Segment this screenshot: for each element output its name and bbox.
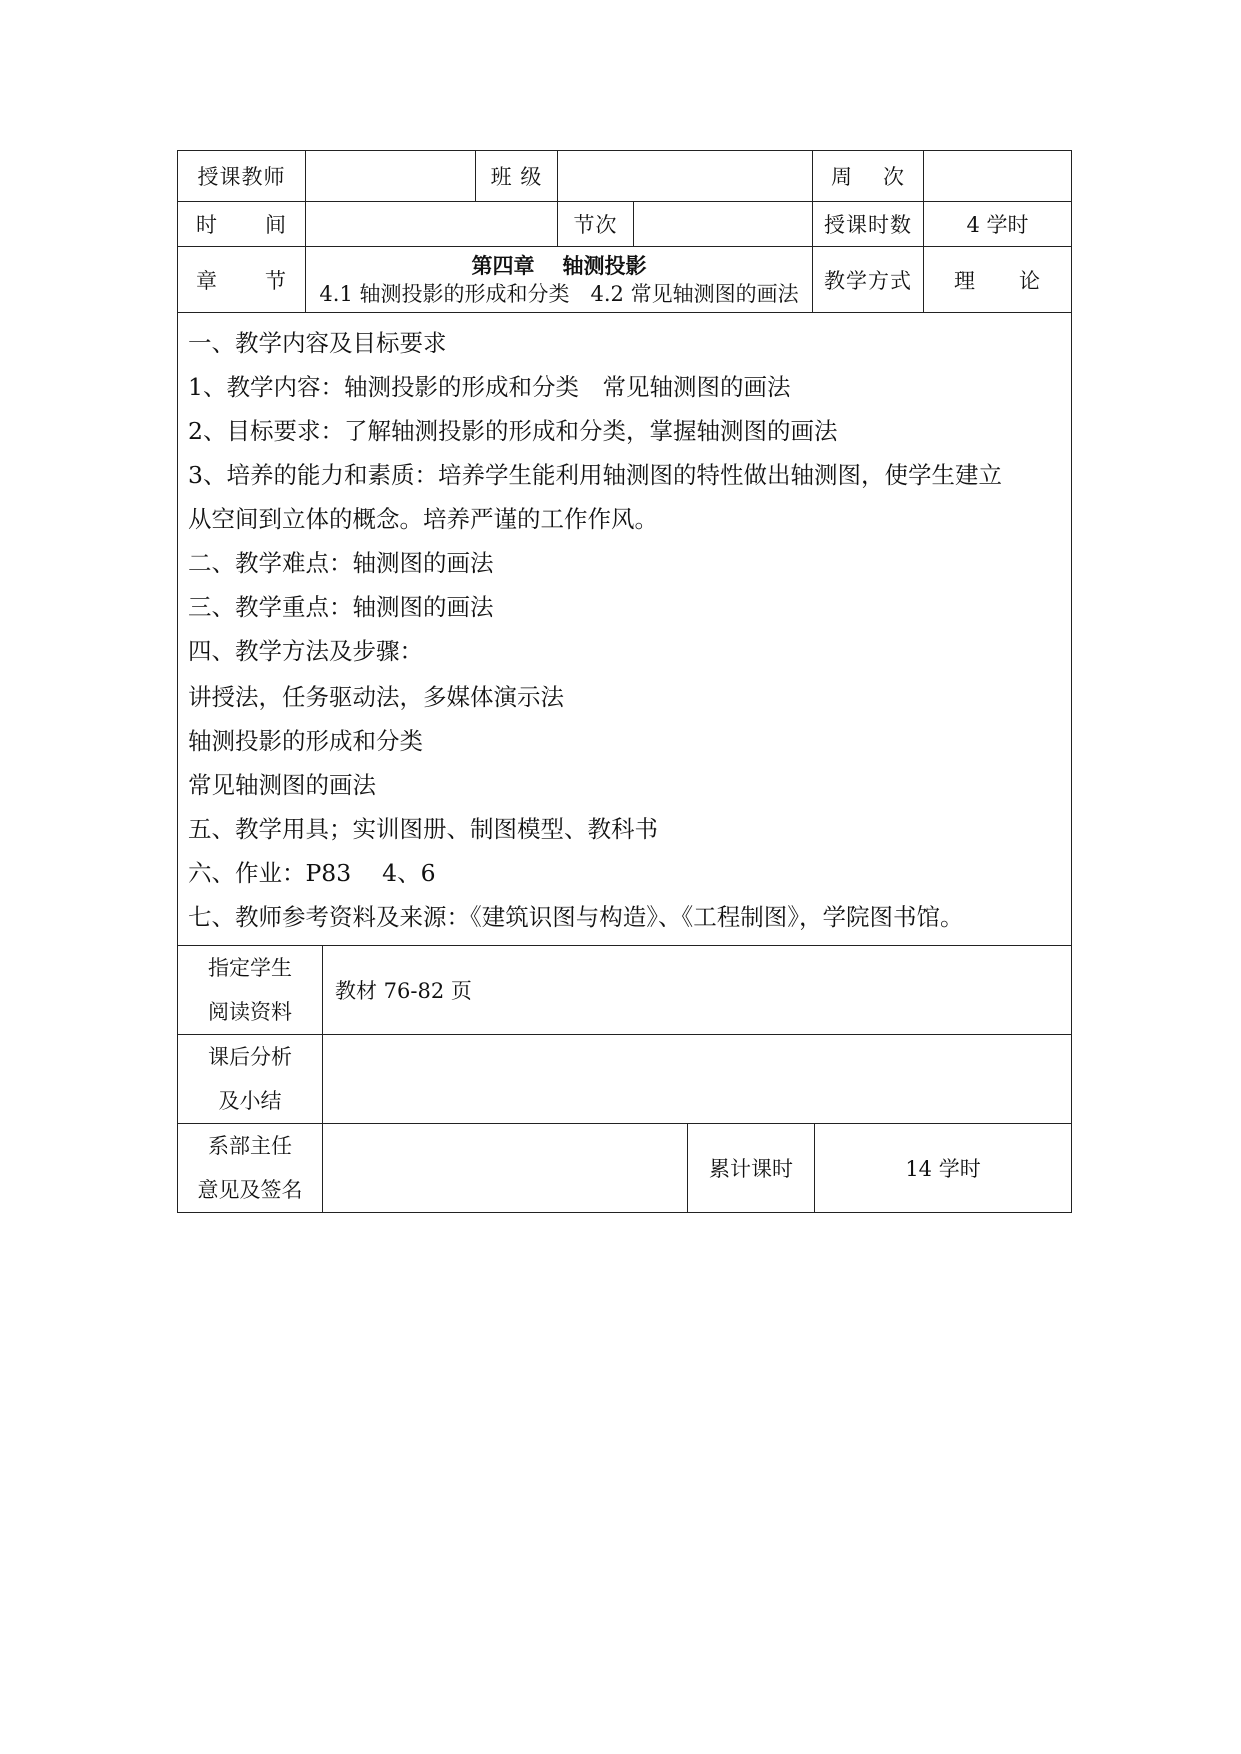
reading-label-line-2: 阅读资料 xyxy=(208,999,292,1024)
director-field[interactable] xyxy=(323,1123,688,1212)
hours-label: 授课时数 xyxy=(813,202,924,247)
header-table xyxy=(177,150,1072,946)
content-line: 二、教学难点：轴测图的画法 xyxy=(188,549,494,577)
teacher-label: 授课教师 xyxy=(178,151,306,202)
content-line: 六、作业：P83 4、6 xyxy=(188,859,436,887)
teaching-content xyxy=(178,313,1072,946)
week-field[interactable] xyxy=(924,151,1072,202)
method-value: 理 论 xyxy=(924,247,1072,313)
chapter-cell xyxy=(306,247,813,313)
class-field[interactable] xyxy=(558,151,813,202)
chapter-name: 轴测投影 xyxy=(562,252,647,278)
content-line: 一、教学内容及目标要求 xyxy=(188,329,447,357)
content-line: 五、教学用具；实训图册、制图模型、教科书 xyxy=(188,815,658,843)
content-line: 七、教师参考资料及来源：《建筑识图与构造》、《工程制图》，学院图书馆。 xyxy=(188,903,964,931)
chapter-label: 章 节 xyxy=(178,247,306,313)
content-line: 讲授法，任务驱动法，多媒体演示法 xyxy=(188,683,564,711)
reading-label xyxy=(178,945,323,1034)
analysis-label-line-1: 课后分析 xyxy=(208,1044,292,1069)
content-line: 3、培养的能力和素质：培养学生能利用轴测图的特性做出轴测图，使学生建立 xyxy=(188,461,1002,489)
content-line: 常见轴测图的画法 xyxy=(188,771,376,799)
total-hours-value: 14 学时 xyxy=(815,1123,1072,1212)
reading-label-line-1: 指定学生 xyxy=(208,955,292,980)
director-label-line-1: 系部主任 xyxy=(208,1133,292,1158)
content-line: 1、教学内容：轴测投影的形成和分类 常见轴测图的画法 xyxy=(188,373,791,401)
content-line: 三、教学重点：轴测图的画法 xyxy=(188,593,494,621)
content-line: 2、目标要求：了解轴测投影的形成和分类，掌握轴测图的画法 xyxy=(188,417,838,445)
content-line: 四、教学方法及步骤： xyxy=(188,637,423,665)
period-label: 节次 xyxy=(558,202,634,247)
lesson-plan-form xyxy=(177,150,1071,1213)
method-label: 教学方式 xyxy=(813,247,924,313)
chapter-number: 第四章 xyxy=(471,252,535,278)
chapter-title xyxy=(306,252,812,280)
content-line: 轴测投影的形成和分类 xyxy=(188,727,423,755)
analysis-field[interactable] xyxy=(323,1034,1072,1123)
content-line: 从空间到立体的概念。培养严谨的工作作风。 xyxy=(188,505,658,533)
director-label-line-2: 意见及签名 xyxy=(197,1177,303,1202)
time-field[interactable] xyxy=(306,202,558,247)
class-label: 班 级 xyxy=(476,151,558,202)
chapter-sections: 4.1 轴测投影的形成和分类 4.2 常见轴测图的画法 xyxy=(319,281,799,306)
footer-table xyxy=(177,945,1072,1213)
teacher-field[interactable] xyxy=(306,151,476,202)
reading-value: 教材 76-82 页 xyxy=(323,945,1072,1034)
period-field[interactable] xyxy=(634,202,813,247)
analysis-label xyxy=(178,1034,323,1123)
hours-value: 4 学时 xyxy=(924,202,1072,247)
time-label: 时 间 xyxy=(178,202,306,247)
total-hours-label: 累计课时 xyxy=(688,1123,815,1212)
director-label xyxy=(178,1123,323,1212)
week-label: 周 次 xyxy=(813,151,924,202)
analysis-label-line-2: 及小结 xyxy=(218,1088,282,1113)
